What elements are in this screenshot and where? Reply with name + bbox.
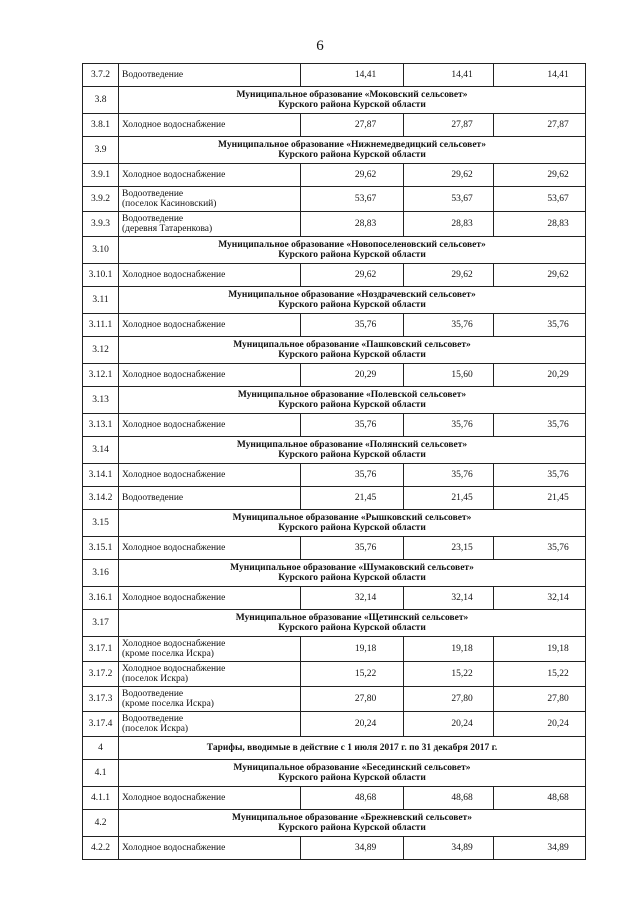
header-line: Курского района Курской области bbox=[278, 523, 426, 533]
table-row bbox=[83, 187, 586, 212]
service-name bbox=[119, 164, 301, 187]
tariff-value: 20,24 bbox=[494, 712, 586, 737]
row-number: 3.9.3 bbox=[83, 212, 119, 237]
tariff-value: 20,24 bbox=[404, 712, 494, 737]
service-name-line: Водоотведение bbox=[122, 493, 184, 503]
section-row bbox=[83, 737, 586, 760]
service-name-line: Водоотведение bbox=[122, 714, 184, 724]
municipality-header-row bbox=[83, 287, 586, 314]
header-line: Курского района Курской области bbox=[278, 350, 426, 360]
service-name bbox=[119, 364, 301, 387]
tariff-value: 27,87 bbox=[301, 114, 404, 137]
tariff-value: 32,14 bbox=[494, 587, 586, 610]
service-name bbox=[119, 637, 301, 662]
header-line: Муниципальное образование «Полянский сельсовет» bbox=[236, 440, 468, 450]
table-row bbox=[83, 314, 586, 337]
tariff-value: 35,76 bbox=[301, 314, 404, 337]
header-line: Муниципальное образование «Рышковский сельсовет» bbox=[232, 513, 472, 523]
service-name-line: Холодное водоснабжение bbox=[122, 420, 226, 430]
table-row bbox=[83, 687, 586, 712]
row-number: 3.9.1 bbox=[83, 164, 119, 187]
row-number: 4.1 bbox=[83, 760, 119, 787]
municipality-header-row bbox=[83, 560, 586, 587]
tariff-value: 20,29 bbox=[494, 364, 586, 387]
municipality-header-row bbox=[83, 437, 586, 464]
row-number: 3.8.1 bbox=[83, 114, 119, 137]
tariff-value: 34,89 bbox=[494, 837, 586, 860]
tariff-value: 35,76 bbox=[404, 414, 494, 437]
municipality-title bbox=[119, 287, 586, 314]
row-number: 3.11.1 bbox=[83, 314, 119, 337]
service-name bbox=[119, 487, 301, 510]
tariff-value: 14,41 bbox=[404, 64, 494, 87]
tariff-value: 53,67 bbox=[404, 187, 494, 212]
tariff-value: 28,83 bbox=[404, 212, 494, 237]
row-number: 3.16 bbox=[83, 560, 119, 587]
municipality-header-row bbox=[83, 510, 586, 537]
service-name-line: Водоотведение bbox=[122, 189, 184, 199]
row-number: 4 bbox=[83, 737, 119, 760]
row-number: 3.16.1 bbox=[83, 587, 119, 610]
municipality-title bbox=[119, 560, 586, 587]
service-name bbox=[119, 464, 301, 487]
tariff-value: 28,83 bbox=[301, 212, 404, 237]
service-name-line: Холодное водоснабжение bbox=[122, 843, 226, 853]
header-line: Курского района Курской области bbox=[278, 823, 426, 833]
header-line: Курского района Курской области bbox=[278, 100, 426, 110]
row-number: 3.7.2 bbox=[83, 64, 119, 87]
header-line: Курского района Курской области bbox=[278, 623, 426, 633]
service-name-line: Холодное водоснабжение bbox=[122, 470, 226, 480]
tariff-value: 27,87 bbox=[404, 114, 494, 137]
tariff-value: 48,68 bbox=[301, 787, 404, 810]
row-number: 3.13.1 bbox=[83, 414, 119, 437]
header-line: Муниципальное образование «Брежневский сельсовет» bbox=[232, 813, 472, 823]
municipality-title bbox=[119, 237, 586, 264]
tariff-value: 48,68 bbox=[494, 787, 586, 810]
page-number: 6 bbox=[316, 38, 324, 54]
service-name bbox=[119, 264, 301, 287]
header-line: Тарифы, вводимые в действие с 1 июля 2017 г. по 31 декабря 2017 г. bbox=[206, 743, 498, 753]
row-number: 3.9 bbox=[83, 137, 119, 164]
row-number: 3.12 bbox=[83, 337, 119, 364]
table-row bbox=[83, 487, 586, 510]
municipality-header-row bbox=[83, 237, 586, 264]
table-row bbox=[83, 364, 586, 387]
tariff-value: 35,76 bbox=[494, 537, 586, 560]
service-name-line: Водоотведение bbox=[122, 214, 184, 224]
service-name-line: (кроме поселка Искра) bbox=[122, 699, 214, 709]
table-row bbox=[83, 64, 586, 87]
row-number: 3.17 bbox=[83, 610, 119, 637]
municipality-title bbox=[119, 510, 586, 537]
service-name bbox=[119, 837, 301, 860]
service-name-line: (кроме поселка Искра) bbox=[122, 649, 214, 659]
row-number: 3.10 bbox=[83, 237, 119, 264]
service-name bbox=[119, 414, 301, 437]
service-name bbox=[119, 114, 301, 137]
table-row bbox=[83, 414, 586, 437]
municipality-header-row bbox=[83, 760, 586, 787]
table-row bbox=[83, 264, 586, 287]
section-title bbox=[119, 737, 586, 760]
row-number: 3.11 bbox=[83, 287, 119, 314]
service-name-line: Холодное водоснабжение bbox=[122, 320, 226, 330]
tariff-value: 35,76 bbox=[404, 464, 494, 487]
tariff-value: 27,80 bbox=[301, 687, 404, 712]
municipality-header-row bbox=[83, 337, 586, 364]
row-number: 3.15.1 bbox=[83, 537, 119, 560]
service-name-line: Холодное водоснабжение bbox=[122, 543, 226, 553]
municipality-title bbox=[119, 337, 586, 364]
tariff-value: 15,22 bbox=[404, 662, 494, 687]
row-number: 3.13 bbox=[83, 387, 119, 414]
row-number: 3.12.1 bbox=[83, 364, 119, 387]
header-line: Муниципальное образование «Новопоселеновский сельсовет» bbox=[218, 240, 486, 250]
service-name-line: (поселок Искра) bbox=[122, 724, 189, 734]
header-line: Курского района Курской области bbox=[278, 573, 426, 583]
row-number: 3.15 bbox=[83, 510, 119, 537]
tariff-value: 29,62 bbox=[301, 164, 404, 187]
row-number: 3.17.2 bbox=[83, 662, 119, 687]
service-name bbox=[119, 662, 301, 687]
tariff-value: 28,83 bbox=[494, 212, 586, 237]
table-row bbox=[83, 212, 586, 237]
header-line: Муниципальное образование «Моковский сельсовет» bbox=[236, 90, 468, 100]
tariff-value: 15,22 bbox=[494, 662, 586, 687]
tariff-value: 34,89 bbox=[301, 837, 404, 860]
service-name-line: Холодное водоснабжение bbox=[122, 170, 226, 180]
municipality-title bbox=[119, 810, 586, 837]
row-number: 3.14 bbox=[83, 437, 119, 464]
tariff-value: 35,76 bbox=[494, 414, 586, 437]
service-name-line: (деревня Татаренкова) bbox=[122, 224, 213, 234]
service-name-line: Водоотведение bbox=[122, 70, 184, 80]
table-row bbox=[83, 114, 586, 137]
municipality-title bbox=[119, 760, 586, 787]
municipality-title bbox=[119, 87, 586, 114]
service-name-line: Холодное водоснабжение bbox=[122, 593, 226, 603]
tariff-value: 35,76 bbox=[301, 537, 404, 560]
service-name-line: Холодное водоснабжение bbox=[122, 793, 226, 803]
row-number: 3.17.3 bbox=[83, 687, 119, 712]
tariff-value: 48,68 bbox=[404, 787, 494, 810]
municipality-title bbox=[119, 437, 586, 464]
tariff-value: 19,18 bbox=[494, 637, 586, 662]
tariff-value: 34,89 bbox=[404, 837, 494, 860]
header-line: Муниципальное образование «Ноздрачевский сельсовет» bbox=[228, 290, 476, 300]
header-line: Муниципальное образование «Шумаковский сельсовет» bbox=[230, 563, 474, 573]
municipality-title bbox=[119, 610, 586, 637]
header-line: Курского района Курской области bbox=[278, 773, 426, 783]
tariff-value: 29,62 bbox=[494, 264, 586, 287]
service-name bbox=[119, 314, 301, 337]
service-name-line: (поселок Искра) bbox=[122, 674, 189, 684]
row-number: 3.10.1 bbox=[83, 264, 119, 287]
row-number: 3.14.2 bbox=[83, 487, 119, 510]
tariff-value: 21,45 bbox=[494, 487, 586, 510]
municipality-header-row bbox=[83, 810, 586, 837]
tariff-value: 21,45 bbox=[404, 487, 494, 510]
service-name-line: Холодное водоснабжение bbox=[122, 639, 226, 649]
tariff-value: 23,15 bbox=[404, 537, 494, 560]
municipality-title bbox=[119, 137, 586, 164]
municipality-header-row bbox=[83, 610, 586, 637]
service-name-line: Холодное водоснабжение bbox=[122, 120, 226, 130]
municipality-header-row bbox=[83, 137, 586, 164]
tariff-value: 29,62 bbox=[494, 164, 586, 187]
table-row bbox=[83, 587, 586, 610]
table-row bbox=[83, 164, 586, 187]
tariff-value: 53,67 bbox=[301, 187, 404, 212]
municipality-header-row bbox=[83, 387, 586, 414]
row-number: 4.2 bbox=[83, 810, 119, 837]
service-name bbox=[119, 187, 301, 212]
tariff-value: 21,45 bbox=[301, 487, 404, 510]
tariff-value: 27,80 bbox=[494, 687, 586, 712]
row-number: 3.17.1 bbox=[83, 637, 119, 662]
tariff-value: 20,24 bbox=[301, 712, 404, 737]
tariff-value: 35,76 bbox=[404, 314, 494, 337]
tariff-value: 15,22 bbox=[301, 662, 404, 687]
tariff-value: 27,80 bbox=[404, 687, 494, 712]
tariff-table bbox=[82, 63, 586, 860]
row-number: 3.14.1 bbox=[83, 464, 119, 487]
tariff-value: 35,76 bbox=[494, 314, 586, 337]
service-name bbox=[119, 587, 301, 610]
tariff-value: 35,76 bbox=[301, 464, 404, 487]
row-number: 4.2.2 bbox=[83, 837, 119, 860]
tariff-value: 29,62 bbox=[404, 164, 494, 187]
tariff-value: 20,29 bbox=[301, 364, 404, 387]
header-line: Курского района Курской области bbox=[278, 400, 426, 410]
tariff-value: 15,60 bbox=[404, 364, 494, 387]
service-name bbox=[119, 712, 301, 737]
tariff-value: 32,14 bbox=[301, 587, 404, 610]
header-line: Курского района Курской области bbox=[278, 150, 426, 160]
header-line: Курского района Курской области bbox=[278, 250, 426, 260]
service-name bbox=[119, 64, 301, 87]
tariff-value: 27,87 bbox=[494, 114, 586, 137]
table-row bbox=[83, 662, 586, 687]
service-name-line: Холодное водоснабжение bbox=[122, 370, 226, 380]
tariff-value: 19,18 bbox=[301, 637, 404, 662]
service-name bbox=[119, 537, 301, 560]
service-name-line: Водоотведение bbox=[122, 689, 184, 699]
service-name-line: Холодное водоснабжение bbox=[122, 270, 226, 280]
table-row bbox=[83, 837, 586, 860]
header-line: Муниципальное образование «Нижнемедведицкий сельсовет» bbox=[218, 140, 486, 150]
tariff-value: 35,76 bbox=[494, 464, 586, 487]
municipality-header-row bbox=[83, 87, 586, 114]
table-row bbox=[83, 712, 586, 737]
header-line: Муниципальное образование «Щетинский сельсовет» bbox=[235, 613, 469, 623]
header-line: Муниципальное образование «Бесединский сельсовет» bbox=[233, 763, 471, 773]
table-row bbox=[83, 637, 586, 662]
service-name-line: (поселок Касиновский) bbox=[122, 199, 217, 209]
header-line: Муниципальное образование «Пашковский сельсовет» bbox=[233, 340, 471, 350]
tariff-value: 14,41 bbox=[301, 64, 404, 87]
table-row bbox=[83, 787, 586, 810]
header-line: Курского района Курской области bbox=[278, 300, 426, 310]
municipality-title bbox=[119, 387, 586, 414]
tariff-value: 29,62 bbox=[301, 264, 404, 287]
header-line: Курского района Курской области bbox=[278, 450, 426, 460]
tariff-value: 14,41 bbox=[494, 64, 586, 87]
tariff-value: 35,76 bbox=[301, 414, 404, 437]
service-name-line: Холодное водоснабжение bbox=[122, 664, 226, 674]
table-row bbox=[83, 464, 586, 487]
row-number: 3.8 bbox=[83, 87, 119, 114]
service-name bbox=[119, 212, 301, 237]
service-name bbox=[119, 787, 301, 810]
row-number: 3.9.2 bbox=[83, 187, 119, 212]
tariff-value: 19,18 bbox=[404, 637, 494, 662]
table-row bbox=[83, 537, 586, 560]
tariff-value: 53,67 bbox=[494, 187, 586, 212]
tariff-value: 32,14 bbox=[404, 587, 494, 610]
tariff-value: 29,62 bbox=[404, 264, 494, 287]
row-number: 4.1.1 bbox=[83, 787, 119, 810]
service-name bbox=[119, 687, 301, 712]
header-line: Муниципальное образование «Полевской сельсовет» bbox=[237, 390, 467, 400]
row-number: 3.17.4 bbox=[83, 712, 119, 737]
